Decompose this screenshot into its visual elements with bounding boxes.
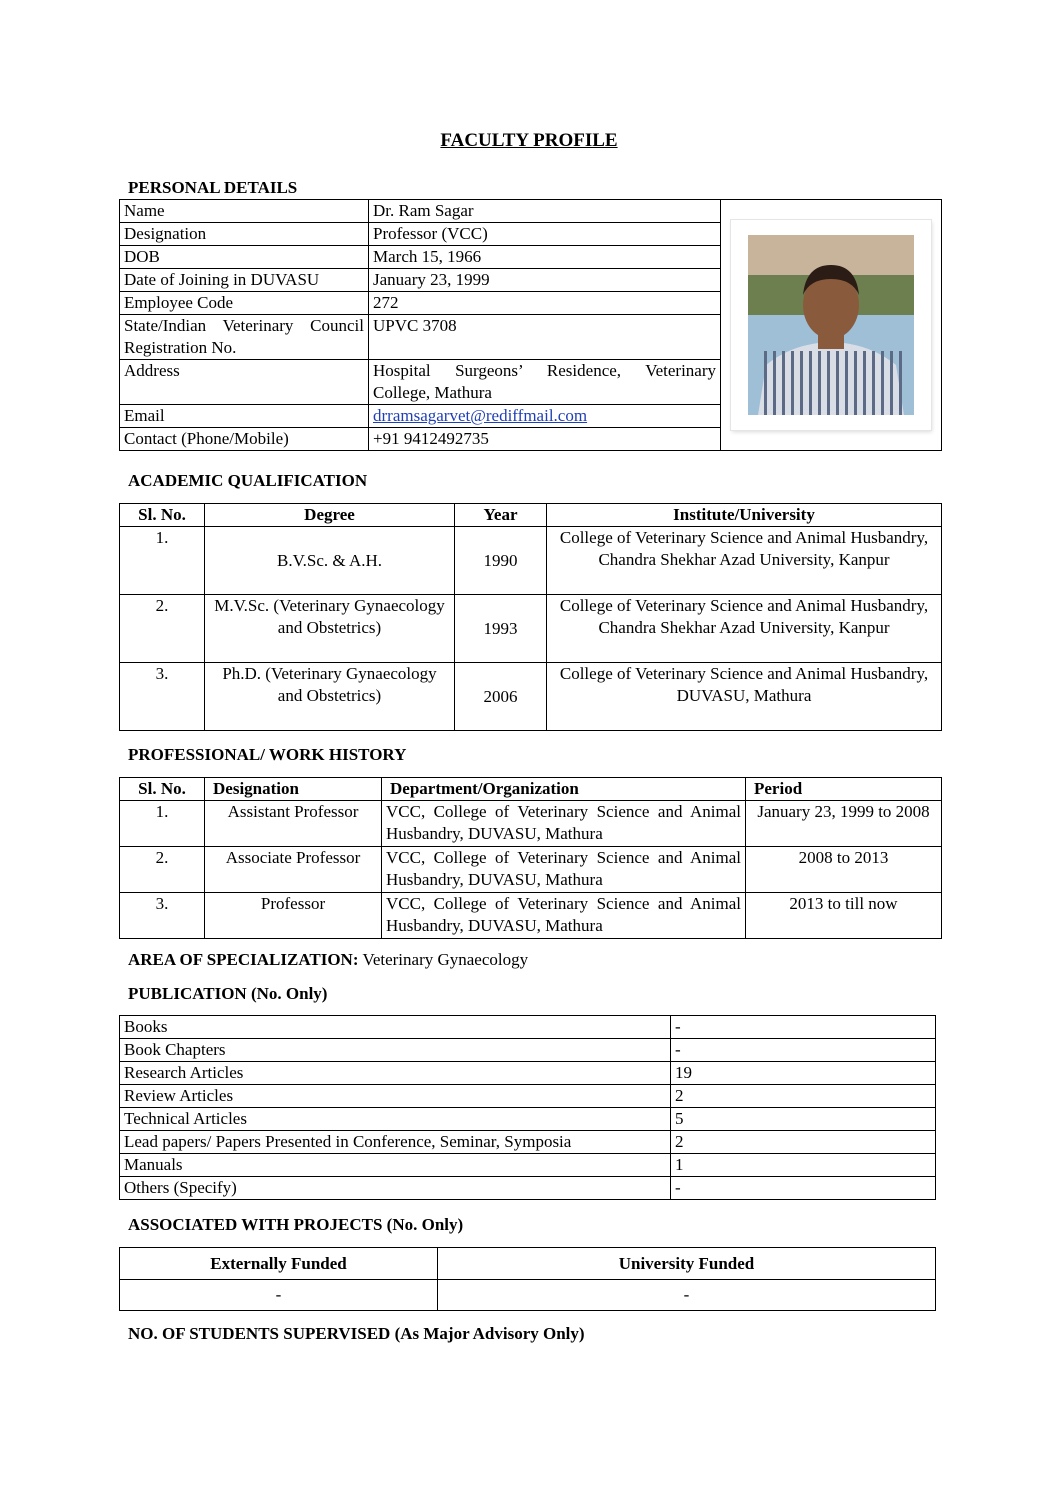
col-header-designation: Designation bbox=[205, 778, 382, 801]
col-header-department: Department/Organization bbox=[382, 778, 746, 801]
books-label: Books bbox=[120, 1016, 671, 1039]
university-funded-count: - bbox=[438, 1280, 936, 1311]
table-row bbox=[120, 200, 942, 223]
institute-cell: College of Veterinary Science and Animal Husbandry, Chandra Shekhar Azad University, Kanpur bbox=[547, 595, 942, 663]
designation-cell: Assistant Professor bbox=[205, 801, 382, 847]
col-header-university-funded: University Funded bbox=[438, 1248, 936, 1280]
degree-cell: B.V.Sc. & A.H. bbox=[205, 527, 455, 595]
books-count: - bbox=[671, 1016, 936, 1039]
col-header-degree: Degree bbox=[205, 504, 455, 527]
degree-cell: M.V.Sc. (Veterinary Gynaecology and Obstetrics) bbox=[205, 595, 455, 663]
technical-articles-label: Technical Articles bbox=[120, 1108, 671, 1131]
table-row bbox=[120, 595, 942, 663]
personal-details-table bbox=[119, 199, 942, 451]
table-row bbox=[120, 1280, 936, 1311]
personal-details-heading: PERSONAL DETAILS bbox=[128, 178, 298, 197]
manuals-count: 1 bbox=[671, 1154, 936, 1177]
email-cell bbox=[369, 405, 721, 428]
sl-no-cell: 3. bbox=[120, 893, 205, 939]
specialization-label: AREA OF SPECIALIZATION: bbox=[128, 950, 359, 969]
shirt-stripe bbox=[827, 351, 830, 415]
academic-table bbox=[119, 503, 942, 731]
shirt-stripe bbox=[800, 351, 803, 415]
joining-date-label: Date of Joining in DUVASU bbox=[120, 269, 369, 292]
table-header-row bbox=[120, 778, 942, 801]
address-value: Hospital Surgeons’ Residence, Veterinary College, Mathura bbox=[369, 360, 721, 405]
contact-value: +91 9412492735 bbox=[369, 428, 721, 451]
shirt-stripe bbox=[782, 351, 785, 415]
lead-papers-count: 2 bbox=[671, 1131, 936, 1154]
work-history-table bbox=[119, 777, 942, 939]
sl-no-cell: 2. bbox=[120, 847, 205, 893]
profile-photo-image bbox=[748, 235, 914, 415]
table-row bbox=[120, 847, 942, 893]
projects-heading: ASSOCIATED WITH PROJECTS (No. Only) bbox=[128, 1215, 464, 1234]
book-chapters-label: Book Chapters bbox=[120, 1039, 671, 1062]
publication-heading: PUBLICATION (No. Only) bbox=[128, 984, 328, 1003]
department-cell: VCC, College of Veterinary Science and Animal Husbandry, DUVASU, Mathura bbox=[382, 801, 746, 847]
table-row bbox=[120, 1039, 936, 1062]
name-label: Name bbox=[120, 200, 369, 223]
work-history-heading: PROFESSIONAL/ WORK HISTORY bbox=[128, 745, 407, 764]
dob-label: DOB bbox=[120, 246, 369, 269]
table-row bbox=[120, 1085, 936, 1108]
shirt-stripe bbox=[773, 351, 776, 415]
shirt-stripe bbox=[809, 351, 812, 415]
table-header-row bbox=[120, 1248, 936, 1280]
sl-no-cell: 1. bbox=[120, 801, 205, 847]
book-chapters-count: - bbox=[671, 1039, 936, 1062]
table-row bbox=[120, 663, 942, 731]
shirt-stripe bbox=[818, 351, 821, 415]
department-cell: VCC, College of Veterinary Science and Animal Husbandry, DUVASU, Mathura bbox=[382, 847, 746, 893]
shirt-stripe bbox=[764, 351, 767, 415]
students-supervised-heading: NO. OF STUDENTS SUPERVISED (As Major Advisory Only) bbox=[128, 1324, 585, 1343]
others-label: Others (Specify) bbox=[120, 1177, 671, 1200]
department-cell: VCC, College of Veterinary Science and Animal Husbandry, DUVASU, Mathura bbox=[382, 893, 746, 939]
col-header-year: Year bbox=[455, 504, 547, 527]
table-row bbox=[120, 1154, 936, 1177]
academic-heading: ACADEMIC QUALIFICATION bbox=[128, 471, 368, 490]
year-cell: 1993 bbox=[455, 595, 547, 663]
year-cell: 1990 bbox=[455, 527, 547, 595]
review-articles-count: 2 bbox=[671, 1085, 936, 1108]
lead-papers-label: Lead papers/ Papers Presented in Conference, Seminar, Symposia bbox=[120, 1131, 671, 1154]
designation-label: Designation bbox=[120, 223, 369, 246]
email-label: Email bbox=[120, 405, 369, 428]
research-articles-count: 19 bbox=[671, 1062, 936, 1085]
table-row bbox=[120, 1131, 936, 1154]
institute-cell: College of Veterinary Science and Animal Husbandry, Chandra Shekhar Azad University, Kanpur bbox=[547, 527, 942, 595]
shirt-stripe bbox=[863, 351, 866, 415]
publication-table bbox=[119, 1015, 936, 1200]
table-row bbox=[120, 1177, 936, 1200]
name-value: Dr. Ram Sagar bbox=[369, 200, 721, 223]
table-row bbox=[120, 801, 942, 847]
email-link[interactable]: drramsagarvet@rediffmail.com bbox=[373, 406, 588, 425]
technical-articles-count: 5 bbox=[671, 1108, 936, 1131]
research-articles-label: Research Articles bbox=[120, 1062, 671, 1085]
sl-no-cell: 3. bbox=[120, 663, 205, 731]
shirt-stripe bbox=[881, 351, 884, 415]
year-cell: 2006 bbox=[455, 663, 547, 731]
registration-label: State/Indian Veterinary Council Registration No. bbox=[120, 315, 369, 360]
table-row bbox=[120, 1062, 936, 1085]
address-label: Address bbox=[120, 360, 369, 405]
review-articles-label: Review Articles bbox=[120, 1085, 671, 1108]
shirt-stripe bbox=[890, 351, 893, 415]
shirt-stripe bbox=[845, 351, 848, 415]
page-title: FACULTY PROFILE bbox=[440, 130, 618, 151]
designation-cell: Associate Professor bbox=[205, 847, 382, 893]
shirt-stripe bbox=[836, 351, 839, 415]
shirt-stripe bbox=[854, 351, 857, 415]
sl-no-cell: 1. bbox=[120, 527, 205, 595]
photo-cell bbox=[721, 200, 942, 451]
employee-code-value: 272 bbox=[369, 292, 721, 315]
joining-date-value: January 23, 1999 bbox=[369, 269, 721, 292]
table-row bbox=[120, 1108, 936, 1131]
col-header-period: Period bbox=[746, 778, 942, 801]
table-header-row bbox=[120, 504, 942, 527]
col-header-sl-no: Sl. No. bbox=[120, 504, 205, 527]
specialization-line bbox=[128, 949, 528, 971]
designation-value: Professor (VCC) bbox=[369, 223, 721, 246]
period-cell: 2013 to till now bbox=[746, 893, 942, 939]
manuals-label: Manuals bbox=[120, 1154, 671, 1177]
specialization-value: Veterinary Gynaecology bbox=[362, 950, 529, 969]
table-row bbox=[120, 893, 942, 939]
sl-no-cell: 2. bbox=[120, 595, 205, 663]
col-header-institute: Institute/University bbox=[547, 504, 942, 527]
period-cell: January 23, 1999 to 2008 bbox=[746, 801, 942, 847]
others-count: - bbox=[671, 1177, 936, 1200]
dob-value: March 15, 1966 bbox=[369, 246, 721, 269]
col-header-externally-funded: Externally Funded bbox=[120, 1248, 438, 1280]
contact-label: Contact (Phone/Mobile) bbox=[120, 428, 369, 451]
col-header-sl-no: Sl. No. bbox=[120, 778, 205, 801]
shirt-stripe bbox=[791, 351, 794, 415]
registration-value: UPVC 3708 bbox=[369, 315, 721, 360]
employee-code-label: Employee Code bbox=[120, 292, 369, 315]
shirt-stripe bbox=[899, 351, 902, 415]
designation-cell: Professor bbox=[205, 893, 382, 939]
profile-photo bbox=[731, 220, 931, 430]
table-row bbox=[120, 527, 942, 595]
degree-cell: Ph.D. (Veterinary Gynaecology and Obstetrics) bbox=[205, 663, 455, 731]
externally-funded-count: - bbox=[120, 1280, 438, 1311]
shirt-stripe bbox=[872, 351, 875, 415]
table-row bbox=[120, 1016, 936, 1039]
period-cell: 2008 to 2013 bbox=[746, 847, 942, 893]
institute-cell: College of Veterinary Science and Animal Husbandry, DUVASU, Mathura bbox=[547, 663, 942, 731]
projects-table bbox=[119, 1247, 936, 1311]
